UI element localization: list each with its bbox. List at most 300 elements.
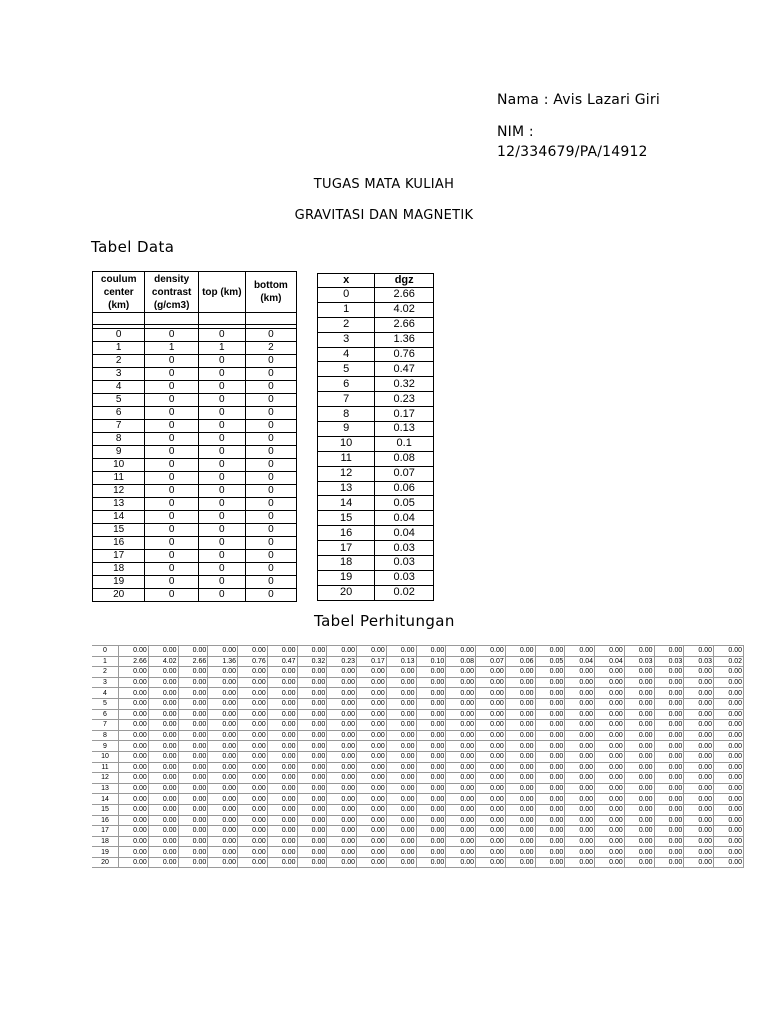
table-cell: 0.00 <box>297 857 327 868</box>
table-cell: 0.00 <box>297 826 327 837</box>
table-cell: 0.00 <box>595 730 625 741</box>
table-cell: 0.00 <box>119 762 149 773</box>
table-cell: 0.00 <box>446 815 476 826</box>
table-cell: 0.00 <box>714 677 744 688</box>
table-row <box>318 407 434 422</box>
table-cell: 0.00 <box>595 709 625 720</box>
table-cell: 0.00 <box>446 836 476 847</box>
table-row <box>93 407 297 420</box>
table-cell: 0 <box>145 485 198 498</box>
row-label: 16 <box>92 815 119 826</box>
table-cell: 0.00 <box>684 667 714 678</box>
table-cell: 0.00 <box>595 688 625 699</box>
table-cell: 0.00 <box>505 847 535 858</box>
table-cell: 4.02 <box>148 656 178 667</box>
x-cell: 12 <box>318 466 375 481</box>
table-cell: 0.00 <box>357 677 387 688</box>
table-row <box>92 656 744 667</box>
table-cell: 1.36 <box>208 656 238 667</box>
table-cell: 0.00 <box>208 815 238 826</box>
table-cell: 0.00 <box>446 720 476 731</box>
table-cell: 0.00 <box>684 847 714 858</box>
table-cell: 0.00 <box>208 688 238 699</box>
table-cell: 0.00 <box>238 857 268 868</box>
table-cell: 0.00 <box>297 783 327 794</box>
table-cell: 0.00 <box>148 709 178 720</box>
table-cell: 0.00 <box>148 730 178 741</box>
table-cell: 2.66 <box>178 656 208 667</box>
table-cell: 0 <box>145 524 198 537</box>
table-row <box>92 847 744 858</box>
header-x: x <box>318 274 375 288</box>
table-cell: 0.00 <box>148 815 178 826</box>
table-cell: 0.00 <box>238 847 268 858</box>
table-cell: 0.00 <box>595 698 625 709</box>
table-cell: 0.00 <box>505 677 535 688</box>
table-cell: 0.00 <box>654 720 684 731</box>
table-cell: 0.00 <box>238 677 268 688</box>
table-cell: 0.00 <box>505 815 535 826</box>
table-row <box>318 585 434 600</box>
table-cell: 0.00 <box>178 836 208 847</box>
table-cell: 0 <box>145 472 198 485</box>
table-cell: 0.00 <box>684 741 714 752</box>
table-cell: 0.00 <box>684 698 714 709</box>
table-cell: 0.00 <box>476 741 506 752</box>
row-label: 3 <box>92 677 119 688</box>
table-row <box>318 422 434 437</box>
table-cell: 0.00 <box>654 751 684 762</box>
table-cell: 0.00 <box>535 826 565 837</box>
table-cell: 0.00 <box>267 836 297 847</box>
table-cell: 0.00 <box>535 646 565 657</box>
table-cell: 0.00 <box>714 730 744 741</box>
table-cell: 0.00 <box>119 751 149 762</box>
table-cell: 0.00 <box>178 646 208 657</box>
table-row <box>92 688 744 699</box>
x-cell: 4 <box>318 347 375 362</box>
table-cell: 0.00 <box>565 815 595 826</box>
table-cell: 0.00 <box>178 688 208 699</box>
table-cell: 0.00 <box>238 741 268 752</box>
row-label: 15 <box>92 804 119 815</box>
table-cell: 0.00 <box>565 667 595 678</box>
table-cell: 0.00 <box>505 741 535 752</box>
header-dgz: dgz <box>375 274 434 288</box>
table-cell: 0 <box>245 446 296 459</box>
table-cell: 0.07 <box>476 656 506 667</box>
table-cell: 0.00 <box>327 836 357 847</box>
table-cell: 0 <box>198 459 245 472</box>
table-cell: 0.00 <box>714 826 744 837</box>
table-row <box>318 436 434 451</box>
table-cell: 0.00 <box>595 773 625 784</box>
table-cell: 0.00 <box>565 688 595 699</box>
table-cell: 0.00 <box>386 751 416 762</box>
table-cell: 0.00 <box>386 836 416 847</box>
table-row <box>93 420 297 433</box>
table-cell: 6 <box>93 407 145 420</box>
row-label: 1 <box>92 656 119 667</box>
table-cell: 0.00 <box>267 826 297 837</box>
table-cell: 0.00 <box>624 857 654 868</box>
table-cell: 0.00 <box>357 847 387 858</box>
table-cell: 0.00 <box>654 836 684 847</box>
table-cell: 0.00 <box>327 847 357 858</box>
table-row <box>318 466 434 481</box>
table-cell: 0.00 <box>476 667 506 678</box>
table-cell: 0.00 <box>714 836 744 847</box>
table-cell: 0 <box>245 498 296 511</box>
table-cell: 0.00 <box>178 794 208 805</box>
table-cell: 0.00 <box>416 836 446 847</box>
table-cell: 0.00 <box>535 698 565 709</box>
table-cell: 0.00 <box>238 773 268 784</box>
table-cell: 0.00 <box>208 847 238 858</box>
table-cell: 0.00 <box>624 730 654 741</box>
table-cell: 0.00 <box>654 826 684 837</box>
table-cell: 12 <box>93 485 145 498</box>
table-cell: 0.00 <box>208 794 238 805</box>
table-cell: 0.00 <box>148 773 178 784</box>
table-cell: 0.00 <box>267 773 297 784</box>
data-table <box>92 271 297 602</box>
table-cell: 0.00 <box>654 804 684 815</box>
table-cell: 0 <box>198 472 245 485</box>
table-cell: 0.00 <box>267 688 297 699</box>
table-row <box>93 433 297 446</box>
table-row <box>92 857 744 868</box>
dgz-cell: 0.05 <box>375 496 434 511</box>
table-cell: 0.00 <box>148 720 178 731</box>
table-cell: 0.00 <box>624 794 654 805</box>
table-cell: 0.00 <box>327 730 357 741</box>
dgz-cell: 0.03 <box>375 556 434 571</box>
table-cell: 0.00 <box>565 794 595 805</box>
table-cell: 10 <box>93 459 145 472</box>
table-cell: 0.00 <box>624 815 654 826</box>
table-cell: 0 <box>145 394 198 407</box>
table-row <box>92 677 744 688</box>
table-cell: 0.00 <box>654 773 684 784</box>
table-cell: 0.00 <box>297 688 327 699</box>
table-cell: 0.00 <box>476 646 506 657</box>
table-cell: 0.00 <box>178 826 208 837</box>
table-row <box>92 720 744 731</box>
table-cell: 0.00 <box>684 783 714 794</box>
table-cell: 0 <box>245 589 296 602</box>
table-cell: 0.00 <box>327 857 357 868</box>
table-cell: 0.00 <box>178 677 208 688</box>
table-cell: 0.00 <box>357 815 387 826</box>
table-cell: 0.00 <box>565 741 595 752</box>
table-cell: 0.00 <box>327 783 357 794</box>
table-cell: 0.00 <box>327 688 357 699</box>
table-cell: 0.00 <box>148 677 178 688</box>
table-cell: 0.00 <box>267 794 297 805</box>
table-cell: 0.00 <box>178 847 208 858</box>
table-cell: 0.00 <box>327 709 357 720</box>
table-cell: 0 <box>145 407 198 420</box>
table-cell: 0.00 <box>327 741 357 752</box>
row-label: 0 <box>92 646 119 657</box>
table-cell: 0.00 <box>148 847 178 858</box>
table-cell: 0.00 <box>535 783 565 794</box>
table-cell: 0 <box>145 381 198 394</box>
table-cell: 0.00 <box>119 667 149 678</box>
table-cell: 0.00 <box>684 688 714 699</box>
table-cell: 0 <box>245 407 296 420</box>
table-cell: 0.00 <box>446 847 476 858</box>
table-cell: 11 <box>93 472 145 485</box>
table-cell: 0.00 <box>297 667 327 678</box>
table-cell: 0.08 <box>446 656 476 667</box>
table-cell: 0.00 <box>208 646 238 657</box>
table-cell: 0.00 <box>624 677 654 688</box>
table-cell: 0.00 <box>178 857 208 868</box>
table-row <box>93 550 297 563</box>
row-label: 5 <box>92 698 119 709</box>
table-cell: 0.00 <box>595 741 625 752</box>
table-row <box>92 794 744 805</box>
table-cell: 0.06 <box>505 656 535 667</box>
table-row <box>318 302 434 317</box>
table-cell: 0 <box>145 420 198 433</box>
table-cell: 0.00 <box>327 720 357 731</box>
table-cell: 0 <box>198 394 245 407</box>
table-cell: 0.00 <box>476 857 506 868</box>
table-cell: 0.00 <box>714 646 744 657</box>
table-cell: 13 <box>93 498 145 511</box>
dgz-cell: 0.06 <box>375 481 434 496</box>
table-cell: 0.00 <box>654 794 684 805</box>
table-cell: 0.00 <box>565 773 595 784</box>
table-cell: 0.00 <box>297 815 327 826</box>
table-cell: 15 <box>93 524 145 537</box>
table-cell: 0 <box>245 459 296 472</box>
table-cell: 0.00 <box>714 709 744 720</box>
table-cell: 2 <box>93 355 145 368</box>
dgz-cell: 0.47 <box>375 362 434 377</box>
table-cell: 0.00 <box>505 720 535 731</box>
table-cell: 0.23 <box>327 656 357 667</box>
table-cell: 19 <box>93 576 145 589</box>
table-cell: 0.00 <box>565 783 595 794</box>
section-tabel-data: Tabel Data <box>91 238 175 256</box>
table-row <box>93 368 297 381</box>
table-cell: 0.00 <box>535 751 565 762</box>
table-cell: 0.00 <box>535 709 565 720</box>
table-cell: 0.00 <box>535 730 565 741</box>
table-cell: 0.00 <box>238 826 268 837</box>
dgz-cell: 2.66 <box>375 317 434 332</box>
table-cell: 0.00 <box>684 720 714 731</box>
header-bottom: bottom (km) <box>245 272 296 313</box>
table-cell: 0.00 <box>119 646 149 657</box>
table-cell: 0.00 <box>684 646 714 657</box>
table-cell: 0.00 <box>446 709 476 720</box>
table-cell: 0.00 <box>148 667 178 678</box>
table-cell: 0.00 <box>535 857 565 868</box>
table-cell: 0.00 <box>505 773 535 784</box>
table-cell: 0 <box>245 381 296 394</box>
table-cell: 0 <box>245 485 296 498</box>
row-label: 20 <box>92 857 119 868</box>
table-cell: 14 <box>93 511 145 524</box>
table-cell: 0.00 <box>595 815 625 826</box>
blank-cell <box>198 313 245 325</box>
table-cell: 0.00 <box>148 794 178 805</box>
dgz-table-body <box>318 288 434 601</box>
table-row <box>318 511 434 526</box>
table-cell: 0.00 <box>416 677 446 688</box>
row-label: 9 <box>92 741 119 752</box>
table-row <box>93 511 297 524</box>
table-cell: 0.00 <box>714 698 744 709</box>
table-cell: 0.00 <box>565 709 595 720</box>
table-cell: 0.00 <box>327 815 357 826</box>
table-cell: 0.00 <box>386 826 416 837</box>
table-row <box>92 646 744 657</box>
table-cell: 0.00 <box>148 762 178 773</box>
table-cell: 0.00 <box>208 762 238 773</box>
table-cell: 0 <box>145 550 198 563</box>
table-cell: 0.00 <box>119 826 149 837</box>
table-row <box>93 355 297 368</box>
dgz-cell: 0.08 <box>375 451 434 466</box>
table-cell: 0.00 <box>119 698 149 709</box>
table-cell: 0.00 <box>624 698 654 709</box>
x-cell: 17 <box>318 541 375 556</box>
table-cell: 0.00 <box>238 815 268 826</box>
table-cell: 0.00 <box>446 741 476 752</box>
table-cell: 0.00 <box>208 709 238 720</box>
table-row <box>93 381 297 394</box>
table-cell: 0.00 <box>357 762 387 773</box>
nim-value: 12/334679/PA/14912 <box>497 144 648 160</box>
table-row <box>93 446 297 459</box>
table-cell: 0.00 <box>654 815 684 826</box>
table-row <box>92 804 744 815</box>
table-cell: 0.00 <box>297 720 327 731</box>
header-top: top (km) <box>198 272 245 313</box>
table-cell: 0.00 <box>446 794 476 805</box>
table-cell: 0.00 <box>654 709 684 720</box>
table-cell: 0.00 <box>535 804 565 815</box>
calc-table-body <box>92 646 744 868</box>
table-row <box>92 783 744 794</box>
table-cell: 0.00 <box>654 857 684 868</box>
table-cell: 0.00 <box>297 730 327 741</box>
dgz-table-header-row <box>318 274 434 288</box>
table-cell: 0.00 <box>178 698 208 709</box>
table-cell: 0.00 <box>178 804 208 815</box>
table-cell: 0.00 <box>148 688 178 699</box>
table-cell: 0.00 <box>595 667 625 678</box>
table-cell: 0.00 <box>624 667 654 678</box>
blank-cell <box>145 313 198 325</box>
table-cell: 0.00 <box>357 836 387 847</box>
table-cell: 0.00 <box>386 667 416 678</box>
table-cell: 0.00 <box>535 667 565 678</box>
table-cell: 0.00 <box>714 783 744 794</box>
table-cell: 0.00 <box>446 751 476 762</box>
table-cell: 0.00 <box>148 698 178 709</box>
table-cell: 0.00 <box>357 804 387 815</box>
dgz-cell: 0.32 <box>375 377 434 392</box>
table-cell: 0.00 <box>595 836 625 847</box>
table-cell: 0 <box>145 511 198 524</box>
table-row <box>318 377 434 392</box>
table-cell: 0.00 <box>476 826 506 837</box>
table-cell: 0.00 <box>505 836 535 847</box>
table-cell: 0.00 <box>624 741 654 752</box>
dgz-cell: 0.13 <box>375 422 434 437</box>
dgz-cell: 0.03 <box>375 570 434 585</box>
table-cell: 0.00 <box>178 783 208 794</box>
table-cell: 0.00 <box>148 857 178 868</box>
table-cell: 0 <box>198 563 245 576</box>
table-cell: 0.00 <box>624 783 654 794</box>
table-cell: 0.00 <box>714 804 744 815</box>
table-cell: 0.00 <box>565 677 595 688</box>
table-cell: 0.00 <box>446 773 476 784</box>
table-cell: 0.00 <box>595 857 625 868</box>
table-cell: 0 <box>198 407 245 420</box>
table-cell: 0.00 <box>505 751 535 762</box>
table-cell: 0.00 <box>148 751 178 762</box>
table-cell: 0.00 <box>386 741 416 752</box>
table-cell: 0.00 <box>684 815 714 826</box>
table-cell: 0 <box>93 329 145 342</box>
table-cell: 0.00 <box>654 688 684 699</box>
table-cell: 0.00 <box>119 794 149 805</box>
table-cell: 0.00 <box>535 815 565 826</box>
table-cell: 0.00 <box>208 741 238 752</box>
table-cell: 0.00 <box>535 688 565 699</box>
table-cell: 0.00 <box>476 762 506 773</box>
table-cell: 1 <box>198 342 245 355</box>
table-cell: 0.00 <box>357 783 387 794</box>
table-cell: 0.00 <box>267 646 297 657</box>
table-cell: 0.00 <box>684 794 714 805</box>
table-cell: 0.00 <box>684 804 714 815</box>
table-row <box>318 496 434 511</box>
table-cell: 0.03 <box>654 656 684 667</box>
row-label: 7 <box>92 720 119 731</box>
table-cell: 0.00 <box>386 698 416 709</box>
table-row <box>93 563 297 576</box>
table-cell: 0.00 <box>357 730 387 741</box>
table-cell: 0.00 <box>178 815 208 826</box>
table-cell: 2.66 <box>119 656 149 667</box>
table-cell: 0.00 <box>624 804 654 815</box>
table-cell: 0.00 <box>119 773 149 784</box>
table-cell: 0 <box>245 368 296 381</box>
table-cell: 0.00 <box>476 773 506 784</box>
table-cell: 0.00 <box>267 815 297 826</box>
table-cell: 0.00 <box>476 698 506 709</box>
table-row <box>318 451 434 466</box>
table-cell: 0.00 <box>238 836 268 847</box>
table-cell: 0.00 <box>565 730 595 741</box>
table-row <box>318 570 434 585</box>
table-cell: 0 <box>145 498 198 511</box>
table-cell: 0.00 <box>297 836 327 847</box>
table-cell: 0.00 <box>178 709 208 720</box>
table-cell: 0 <box>245 394 296 407</box>
table-cell: 0 <box>198 550 245 563</box>
